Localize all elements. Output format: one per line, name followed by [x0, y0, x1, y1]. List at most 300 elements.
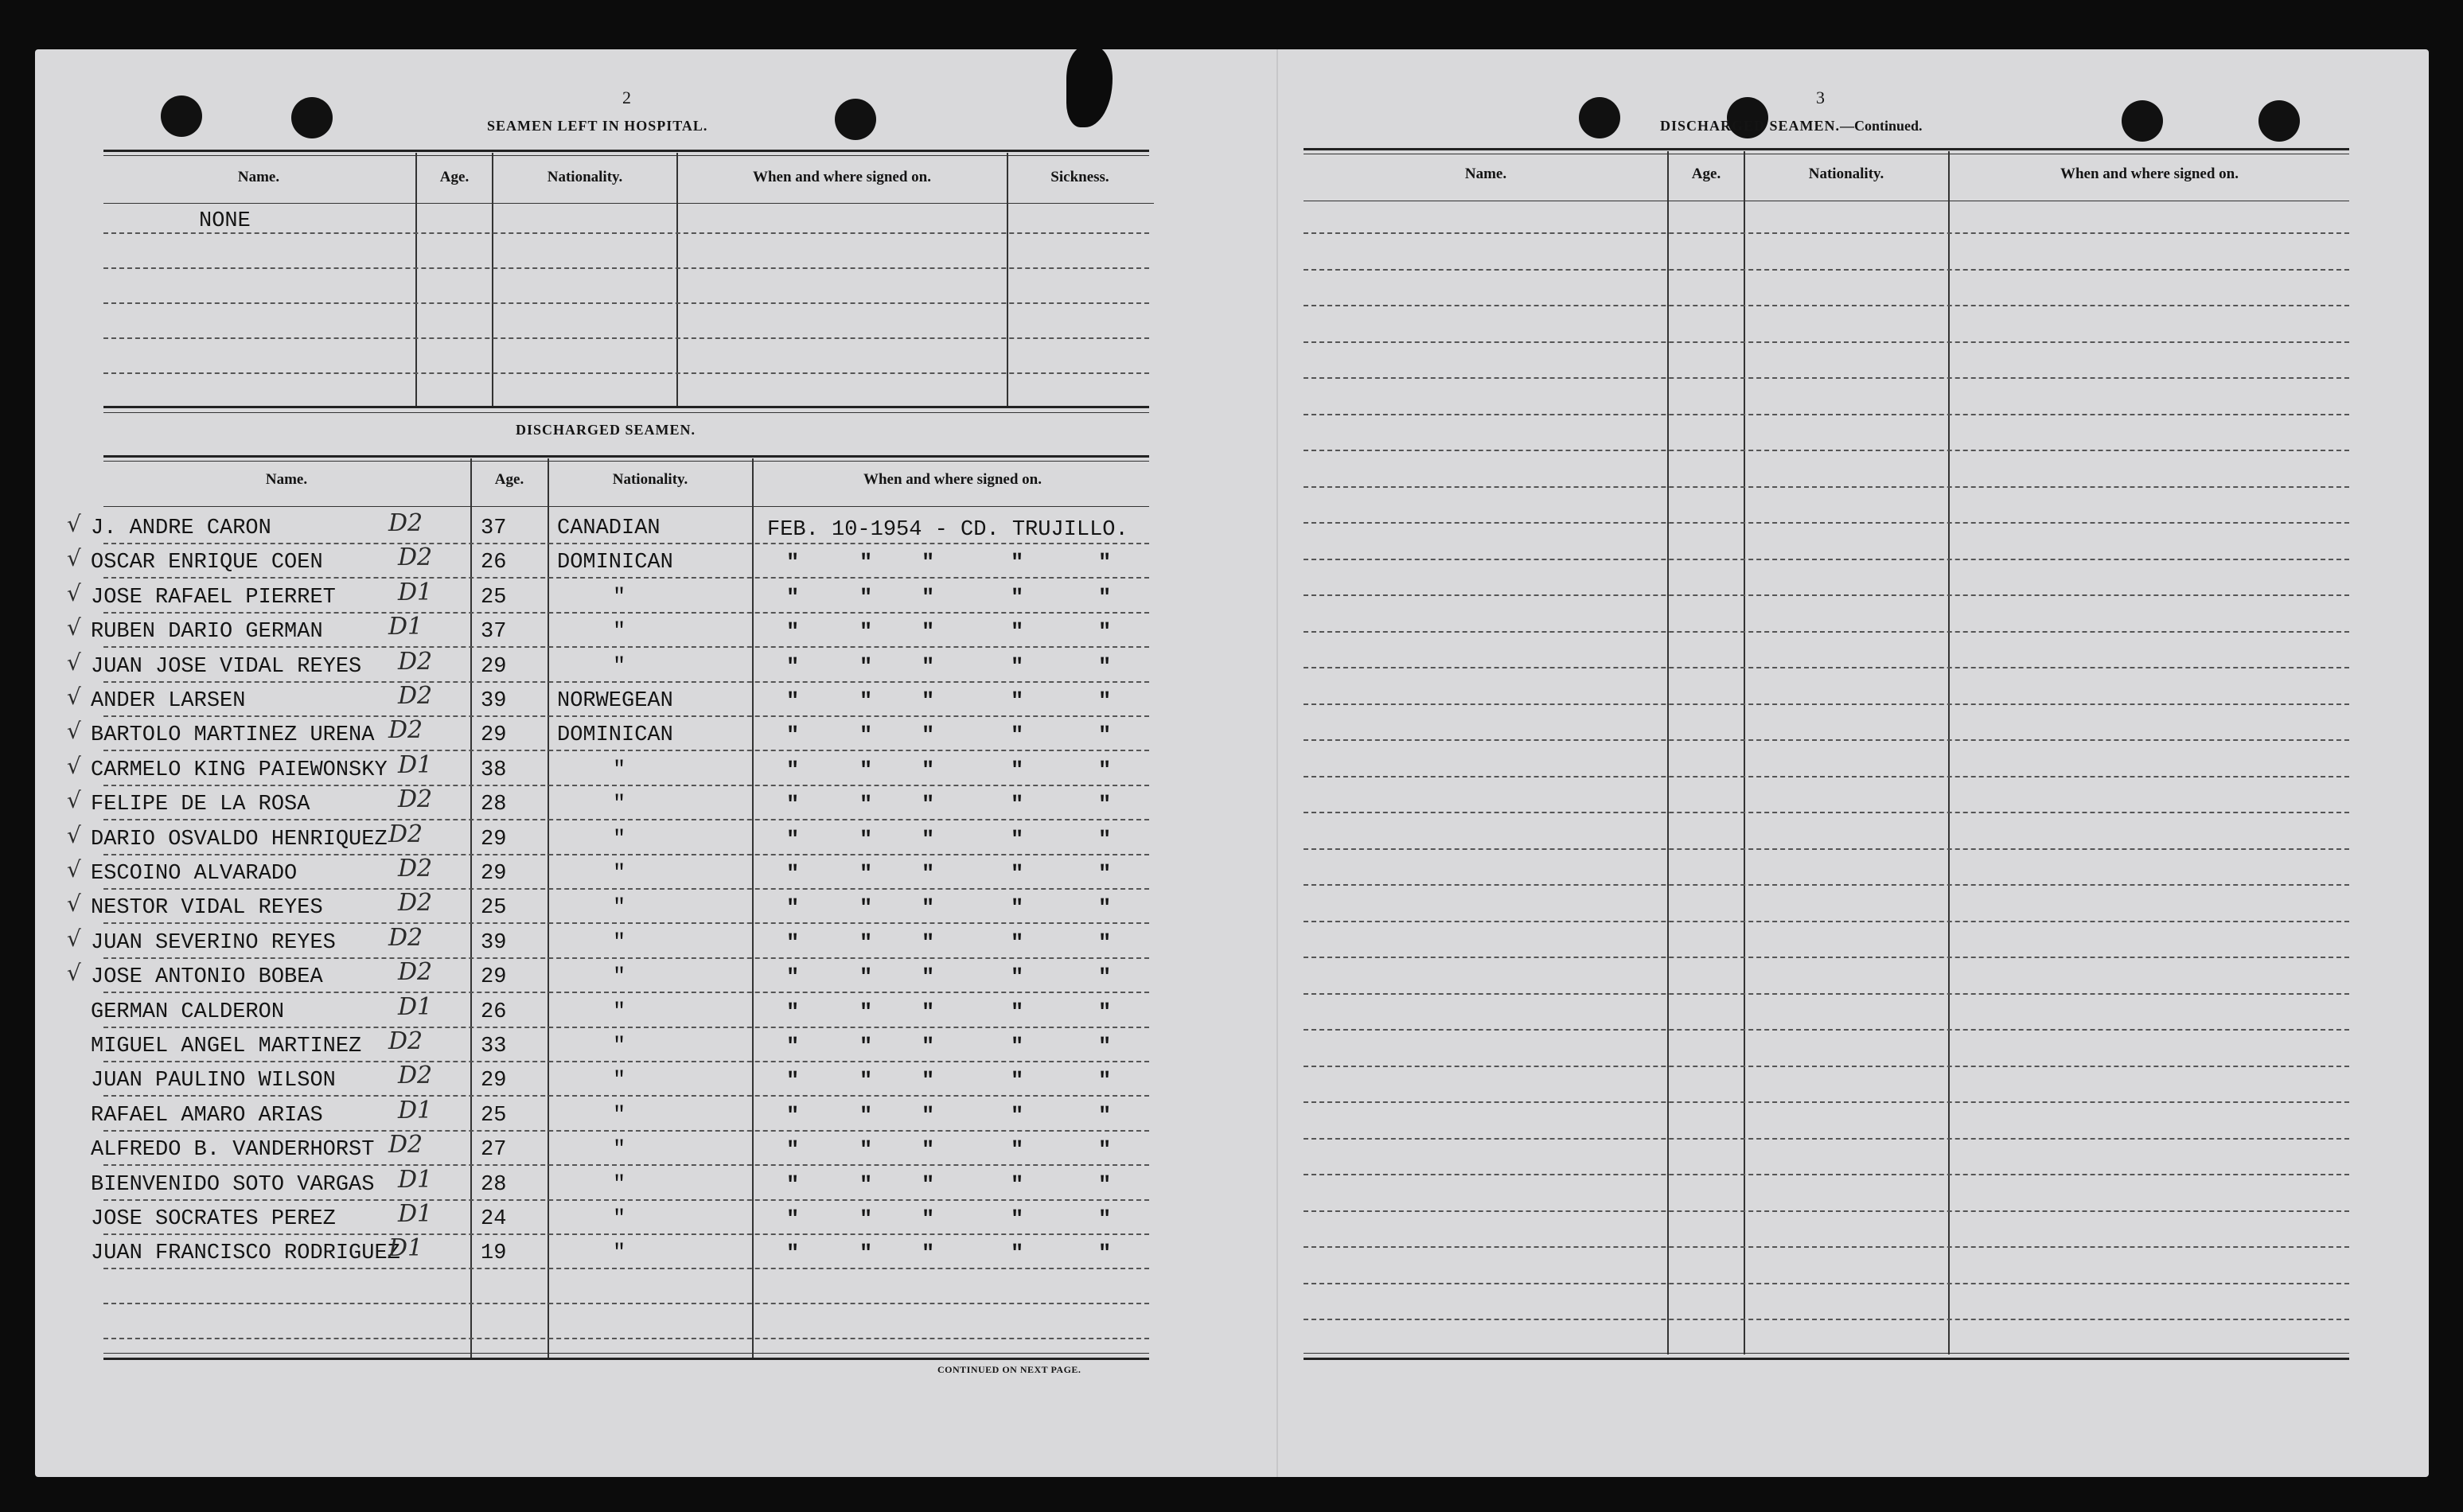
ditto-mark: "	[1098, 656, 1112, 680]
hospital-section-title: SEAMEN LEFT IN HOSPITAL.	[487, 118, 708, 134]
handwritten-mark: D1	[388, 613, 423, 641]
punch-hole	[835, 99, 876, 140]
ditto-mark: "	[922, 1001, 935, 1025]
seaman-age: 29	[481, 828, 507, 851]
handwritten-mark: D2	[388, 509, 423, 537]
ditto-mark: "	[922, 966, 935, 990]
ditto-mark: "	[859, 1035, 873, 1059]
ditto-mark: "	[922, 1070, 935, 1093]
ditto-mark: "	[859, 793, 873, 817]
rule	[103, 455, 1149, 458]
ruled-line	[1304, 414, 2349, 415]
ruled-line	[103, 1095, 1149, 1097]
seaman-age: 29	[481, 965, 507, 989]
ditto-mark: "	[1011, 1208, 1024, 1232]
ruled-line	[1304, 341, 2349, 343]
ruled-line	[103, 646, 1149, 648]
handwritten-mark: D2	[398, 855, 433, 883]
ditto-mark: "	[786, 551, 800, 575]
ruled-line	[103, 577, 1149, 579]
seaman-nationality: "	[613, 793, 626, 816]
ruled-line	[103, 267, 1149, 269]
ditto-mark: "	[1011, 932, 1024, 956]
seaman-nationality: "	[613, 1035, 626, 1058]
ruled-line	[1304, 703, 2349, 705]
seaman-nationality: "	[613, 931, 626, 955]
ditto-mark: "	[786, 897, 800, 921]
ruled-line	[1304, 739, 2349, 741]
check-mark: √	[67, 856, 81, 883]
seaman-age: 26	[481, 1000, 507, 1024]
ruled-line	[103, 337, 1149, 339]
rule	[103, 406, 1149, 408]
ruled-line	[103, 302, 1149, 304]
ruled-line	[1304, 776, 2349, 777]
seaman-age: 29	[481, 723, 507, 747]
signed-on: FEB. 10-1954 - CD. TRUJILLO.	[767, 518, 1128, 542]
ruled-line	[103, 1303, 1149, 1304]
ditto-mark: "	[859, 551, 873, 575]
ruled-line	[1304, 1138, 2349, 1140]
ruled-line	[103, 715, 1149, 717]
handwritten-mark: D2	[398, 544, 433, 571]
ditto-mark: "	[1011, 690, 1024, 714]
ditto-mark: "	[1098, 690, 1112, 714]
column-header: Name.	[1464, 166, 1507, 182]
ditto-mark: "	[859, 932, 873, 956]
ditto-mark: "	[786, 690, 800, 714]
ditto-mark: "	[1098, 1208, 1112, 1232]
ruled-line	[103, 1061, 1149, 1062]
ruled-line	[1304, 269, 2349, 271]
seaman-age: 37	[481, 620, 507, 644]
handwritten-mark: D2	[398, 682, 433, 710]
ruled-line	[1304, 812, 2349, 813]
ruled-line	[103, 543, 1149, 544]
ditto-mark: "	[1098, 1174, 1112, 1198]
rule	[103, 203, 1154, 204]
column-header: When and where signed on.	[863, 471, 1042, 488]
punch-hole	[1579, 97, 1620, 138]
ruled-line	[1304, 1066, 2349, 1067]
punch-hole	[2122, 100, 2163, 142]
ruled-line	[103, 785, 1149, 786]
ruled-line	[103, 232, 1149, 234]
seaman-age: 27	[481, 1138, 507, 1162]
seaman-age: 29	[481, 655, 507, 679]
ditto-mark: "	[1098, 1105, 1112, 1128]
rule	[103, 461, 1149, 462]
ruled-line	[1304, 486, 2349, 488]
ditto-mark: "	[786, 1174, 800, 1198]
check-mark: √	[67, 718, 81, 744]
column-divider	[1007, 153, 1008, 406]
check-mark: √	[67, 580, 81, 606]
ruled-line	[1304, 450, 2349, 451]
column-divider	[470, 458, 472, 1358]
rule	[103, 412, 1149, 413]
ditto-mark: "	[1011, 1105, 1024, 1128]
ditto-mark: "	[786, 1035, 800, 1059]
ditto-mark: "	[1098, 1242, 1112, 1266]
column-header: Name.	[237, 169, 280, 185]
seaman-nationality: "	[613, 1104, 626, 1128]
ditto-mark: "	[786, 863, 800, 887]
seaman-name: ANDER LARSEN	[91, 689, 246, 713]
ditto-mark: "	[859, 656, 873, 680]
ditto-mark: "	[922, 656, 935, 680]
ditto-mark: "	[859, 1174, 873, 1198]
seaman-age: 24	[481, 1207, 507, 1231]
seaman-name: JOSE SOCRATES PEREZ	[91, 1207, 336, 1231]
ruled-line	[103, 1027, 1149, 1028]
seaman-nationality: "	[613, 1173, 626, 1197]
ruled-line	[1304, 848, 2349, 850]
ruled-line	[1304, 667, 2349, 668]
ditto-mark: "	[786, 793, 800, 817]
ditto-mark: "	[922, 828, 935, 852]
handwritten-mark: D2	[388, 820, 423, 848]
ruled-line	[1304, 1101, 2349, 1103]
ditto-mark: "	[1011, 863, 1024, 887]
ditto-mark: "	[922, 897, 935, 921]
seaman-nationality: "	[613, 828, 626, 851]
ditto-mark: "	[922, 1174, 935, 1198]
seaman-nationality: "	[613, 655, 626, 679]
seaman-name: NESTOR VIDAL REYES	[91, 896, 323, 920]
seaman-name: ESCOINO ALVARADO	[91, 862, 298, 886]
ruled-line	[103, 612, 1149, 614]
ditto-mark: "	[1098, 1070, 1112, 1093]
seaman-nationality: "	[613, 586, 626, 610]
seaman-age: 29	[481, 862, 507, 886]
handwritten-mark: D1	[398, 1200, 433, 1228]
seaman-age: 39	[481, 931, 507, 955]
seaman-name: J. ANDRE CARON	[91, 516, 271, 540]
seaman-name: JUAN SEVERINO REYES	[91, 931, 336, 955]
ruled-line	[103, 819, 1149, 820]
column-header: When and where signed on.	[752, 169, 931, 185]
rule	[103, 1353, 1149, 1354]
seaman-nationality: "	[613, 1241, 626, 1265]
column-divider	[415, 153, 417, 406]
seaman-name: OSCAR ENRIQUE COEN	[91, 551, 323, 575]
rule	[1304, 1353, 2349, 1354]
handwritten-mark: D1	[398, 579, 433, 606]
ditto-mark: "	[859, 724, 873, 748]
ruled-line	[103, 1338, 1149, 1339]
seaman-name: BARTOLO MARTINEZ URENA	[91, 723, 375, 747]
ditto-mark: "	[786, 966, 800, 990]
ditto-mark: "	[1098, 1035, 1112, 1059]
punch-hole	[2258, 100, 2300, 142]
page-number: 3	[1816, 88, 1825, 107]
seaman-name: BIENVENIDO SOTO VARGAS	[91, 1173, 375, 1197]
right-section-title	[1660, 118, 1923, 134]
seaman-name: CARMELO KING PAIEWONSKY	[91, 758, 388, 782]
handwritten-mark: D1	[388, 1234, 423, 1262]
handwritten-mark: D2	[398, 785, 433, 813]
ditto-mark: "	[859, 966, 873, 990]
ruled-line	[103, 1164, 1149, 1166]
seaman-nationality: "	[613, 862, 626, 886]
seaman-age: 25	[481, 896, 507, 920]
ruled-line	[1304, 232, 2349, 234]
seaman-name: RAFAEL AMARO ARIAS	[91, 1104, 323, 1128]
ditto-mark: "	[786, 724, 800, 748]
ditto-mark: "	[922, 1242, 935, 1266]
ruled-line	[1304, 305, 2349, 306]
handwritten-mark: D2	[398, 958, 433, 986]
ditto-mark: "	[922, 863, 935, 887]
ruled-line	[1304, 594, 2349, 596]
ruled-line	[103, 372, 1149, 374]
check-mark: √	[67, 822, 81, 848]
ditto-mark: "	[1011, 621, 1024, 645]
discharged-section-title: DISCHARGED SEAMEN.	[516, 422, 696, 438]
seaman-age: 25	[481, 586, 507, 610]
ditto-mark: "	[1098, 966, 1112, 990]
seaman-name: JUAN JOSE VIDAL REYES	[91, 655, 362, 679]
rule	[103, 155, 1149, 156]
ditto-mark: "	[1098, 828, 1112, 852]
ditto-mark: "	[1098, 621, 1112, 645]
ditto-mark: "	[786, 1001, 800, 1025]
seaman-nationality: "	[613, 1207, 626, 1231]
column-header: Age.	[439, 169, 470, 185]
ditto-mark: "	[786, 759, 800, 783]
ditto-mark: "	[859, 1242, 873, 1266]
punch-hole	[161, 95, 202, 137]
ditto-mark: "	[1011, 1174, 1024, 1198]
seaman-nationality: NORWEGEAN	[557, 689, 673, 713]
ruled-line	[1304, 522, 2349, 524]
handwritten-mark: D2	[388, 924, 423, 952]
ditto-mark: "	[786, 828, 800, 852]
seaman-age: 39	[481, 689, 507, 713]
column-divider	[492, 153, 493, 406]
ditto-mark: "	[786, 1208, 800, 1232]
ditto-mark: "	[859, 1001, 873, 1025]
ditto-mark: "	[786, 586, 800, 610]
seaman-age: 19	[481, 1241, 507, 1265]
seaman-nationality: "	[613, 1138, 626, 1162]
ruled-line	[103, 1199, 1149, 1201]
column-header: Nationality.	[612, 471, 688, 488]
seaman-age: 33	[481, 1035, 507, 1058]
rule	[103, 1358, 1149, 1360]
ditto-mark: "	[1011, 966, 1024, 990]
seaman-age: 29	[481, 1069, 507, 1093]
ditto-mark: "	[859, 863, 873, 887]
ditto-mark: "	[859, 759, 873, 783]
seaman-name: JOSE RAFAEL PIERRET	[91, 586, 336, 610]
handwritten-mark: D2	[398, 648, 433, 676]
ruled-line	[1304, 559, 2349, 560]
hospital-none-value: NONE	[199, 209, 251, 233]
ditto-mark: "	[859, 897, 873, 921]
ditto-mark: "	[1011, 1001, 1024, 1025]
ditto-mark: "	[859, 1208, 873, 1232]
seaman-name: JOSE ANTONIO BOBEA	[91, 965, 323, 989]
ditto-mark: "	[1098, 1139, 1112, 1163]
ditto-mark: "	[1011, 551, 1024, 575]
ruled-line	[1304, 1246, 2349, 1248]
check-mark: √	[67, 890, 81, 917]
rule	[1304, 148, 2349, 150]
seaman-nationality: "	[613, 1069, 626, 1093]
ditto-mark: "	[786, 1105, 800, 1128]
ditto-mark: "	[859, 1105, 873, 1128]
page-number: 2	[622, 88, 631, 107]
ditto-mark: "	[922, 759, 935, 783]
ditto-mark: "	[922, 793, 935, 817]
ditto-mark: "	[786, 621, 800, 645]
column-header: Name.	[265, 471, 308, 488]
check-mark: √	[67, 649, 81, 676]
column-divider	[548, 458, 549, 1358]
ditto-mark: "	[922, 1105, 935, 1128]
column-divider	[676, 153, 678, 406]
seaman-nationality: DOMINICAN	[557, 551, 673, 575]
seaman-nationality: "	[613, 758, 626, 782]
ditto-mark: "	[1011, 828, 1024, 852]
seaman-name: RUBEN DARIO GERMAN	[91, 620, 323, 644]
ruled-line	[1304, 377, 2349, 379]
rule	[1304, 1358, 2349, 1360]
ditto-mark: "	[859, 690, 873, 714]
seaman-nationality: "	[613, 965, 626, 989]
ditto-mark: "	[922, 586, 935, 610]
handwritten-mark: D2	[388, 1027, 423, 1055]
ruled-line	[1304, 1029, 2349, 1031]
handwritten-mark: D1	[398, 993, 433, 1021]
ditto-mark: "	[1098, 551, 1112, 575]
ditto-mark: "	[1098, 586, 1112, 610]
ruled-line	[1304, 921, 2349, 922]
seaman-age: 37	[481, 516, 507, 540]
ditto-mark: "	[1011, 793, 1024, 817]
seaman-nationality: "	[613, 1000, 626, 1024]
check-mark: √	[67, 787, 81, 813]
title-suffix: —Continued.	[1840, 118, 1923, 134]
ditto-mark: "	[1011, 897, 1024, 921]
column-divider	[752, 458, 754, 1358]
seaman-age: 28	[481, 1173, 507, 1197]
seaman-age: 25	[481, 1104, 507, 1128]
title-main: DISCHARGED SEAMEN.	[1660, 118, 1841, 134]
ruled-line	[103, 1268, 1149, 1269]
ruled-line	[103, 888, 1149, 890]
handwritten-mark: D2	[398, 1062, 433, 1089]
ditto-mark: "	[859, 828, 873, 852]
ditto-mark: "	[1011, 1139, 1024, 1163]
ruled-line	[1304, 1283, 2349, 1284]
seaman-age: 26	[481, 551, 507, 575]
handwritten-mark: D2	[398, 889, 433, 917]
column-header: Age.	[1691, 166, 1721, 182]
ditto-mark: "	[1011, 1242, 1024, 1266]
check-mark: √	[67, 614, 81, 641]
ditto-mark: "	[1098, 932, 1112, 956]
handwritten-mark: D1	[398, 1166, 433, 1194]
column-header: Nationality.	[1808, 166, 1884, 182]
ruled-line	[1304, 631, 2349, 633]
ditto-mark: "	[1011, 1035, 1024, 1059]
ditto-mark: "	[922, 551, 935, 575]
ditto-mark: "	[1011, 656, 1024, 680]
check-mark: √	[67, 684, 81, 710]
column-header: Sickness.	[1050, 169, 1109, 185]
ruled-line	[103, 1233, 1149, 1235]
ditto-mark: "	[1011, 724, 1024, 748]
continued-footer: CONTINUED ON NEXT PAGE.	[937, 1364, 1081, 1375]
ditto-mark: "	[859, 586, 873, 610]
ditto-mark: "	[922, 1139, 935, 1163]
ditto-mark: "	[1098, 759, 1112, 783]
seaman-name: JUAN FRANCISCO RODRIGUEZ	[91, 1241, 400, 1265]
ditto-mark: "	[1098, 863, 1112, 887]
check-mark: √	[67, 545, 81, 571]
ruled-line	[103, 992, 1149, 993]
seaman-nationality: DOMINICAN	[557, 723, 673, 747]
ruled-line	[103, 1130, 1149, 1132]
rule	[103, 506, 1149, 507]
ditto-mark: "	[859, 1139, 873, 1163]
seaman-name: GERMAN CALDERON	[91, 1000, 285, 1024]
column-header: Nationality.	[547, 169, 623, 185]
ruled-line	[103, 750, 1149, 751]
check-mark: √	[67, 926, 81, 952]
ruled-line	[103, 854, 1149, 855]
ruled-line	[1304, 1174, 2349, 1175]
ruled-line	[103, 681, 1149, 683]
ditto-mark: "	[922, 621, 935, 645]
ditto-mark: "	[1098, 793, 1112, 817]
ditto-mark: "	[859, 1070, 873, 1093]
ditto-mark: "	[786, 1139, 800, 1163]
handwritten-mark: D2	[388, 716, 423, 744]
check-mark: √	[67, 960, 81, 986]
ruled-line	[1304, 993, 2349, 995]
handwritten-mark: D1	[398, 751, 433, 779]
check-mark: √	[67, 511, 81, 537]
seaman-name: ALFREDO B. VANDERHORST	[91, 1138, 375, 1162]
ditto-mark: "	[786, 656, 800, 680]
seaman-age: 38	[481, 758, 507, 782]
ditto-mark: "	[786, 1070, 800, 1093]
ditto-mark: "	[922, 690, 935, 714]
ruled-line	[103, 922, 1149, 924]
punch-hole	[291, 97, 333, 138]
handwritten-mark: D1	[398, 1097, 433, 1124]
ditto-mark: "	[1011, 586, 1024, 610]
column-header: Age.	[494, 471, 524, 488]
ditto-mark: "	[1011, 1070, 1024, 1093]
check-mark: √	[67, 753, 81, 779]
ditto-mark: "	[859, 621, 873, 645]
ditto-mark: "	[786, 1242, 800, 1266]
seaman-name: DARIO OSVALDO HENRIQUEZ	[91, 828, 388, 851]
seaman-nationality: "	[613, 896, 626, 920]
seaman-age: 28	[481, 793, 507, 816]
rule	[103, 150, 1149, 152]
handwritten-mark: D2	[388, 1131, 423, 1159]
seaman-name: MIGUEL ANGEL MARTINEZ	[91, 1035, 362, 1058]
ruled-line	[103, 957, 1149, 959]
ditto-mark: "	[922, 1208, 935, 1232]
ditto-mark: "	[922, 1035, 935, 1059]
